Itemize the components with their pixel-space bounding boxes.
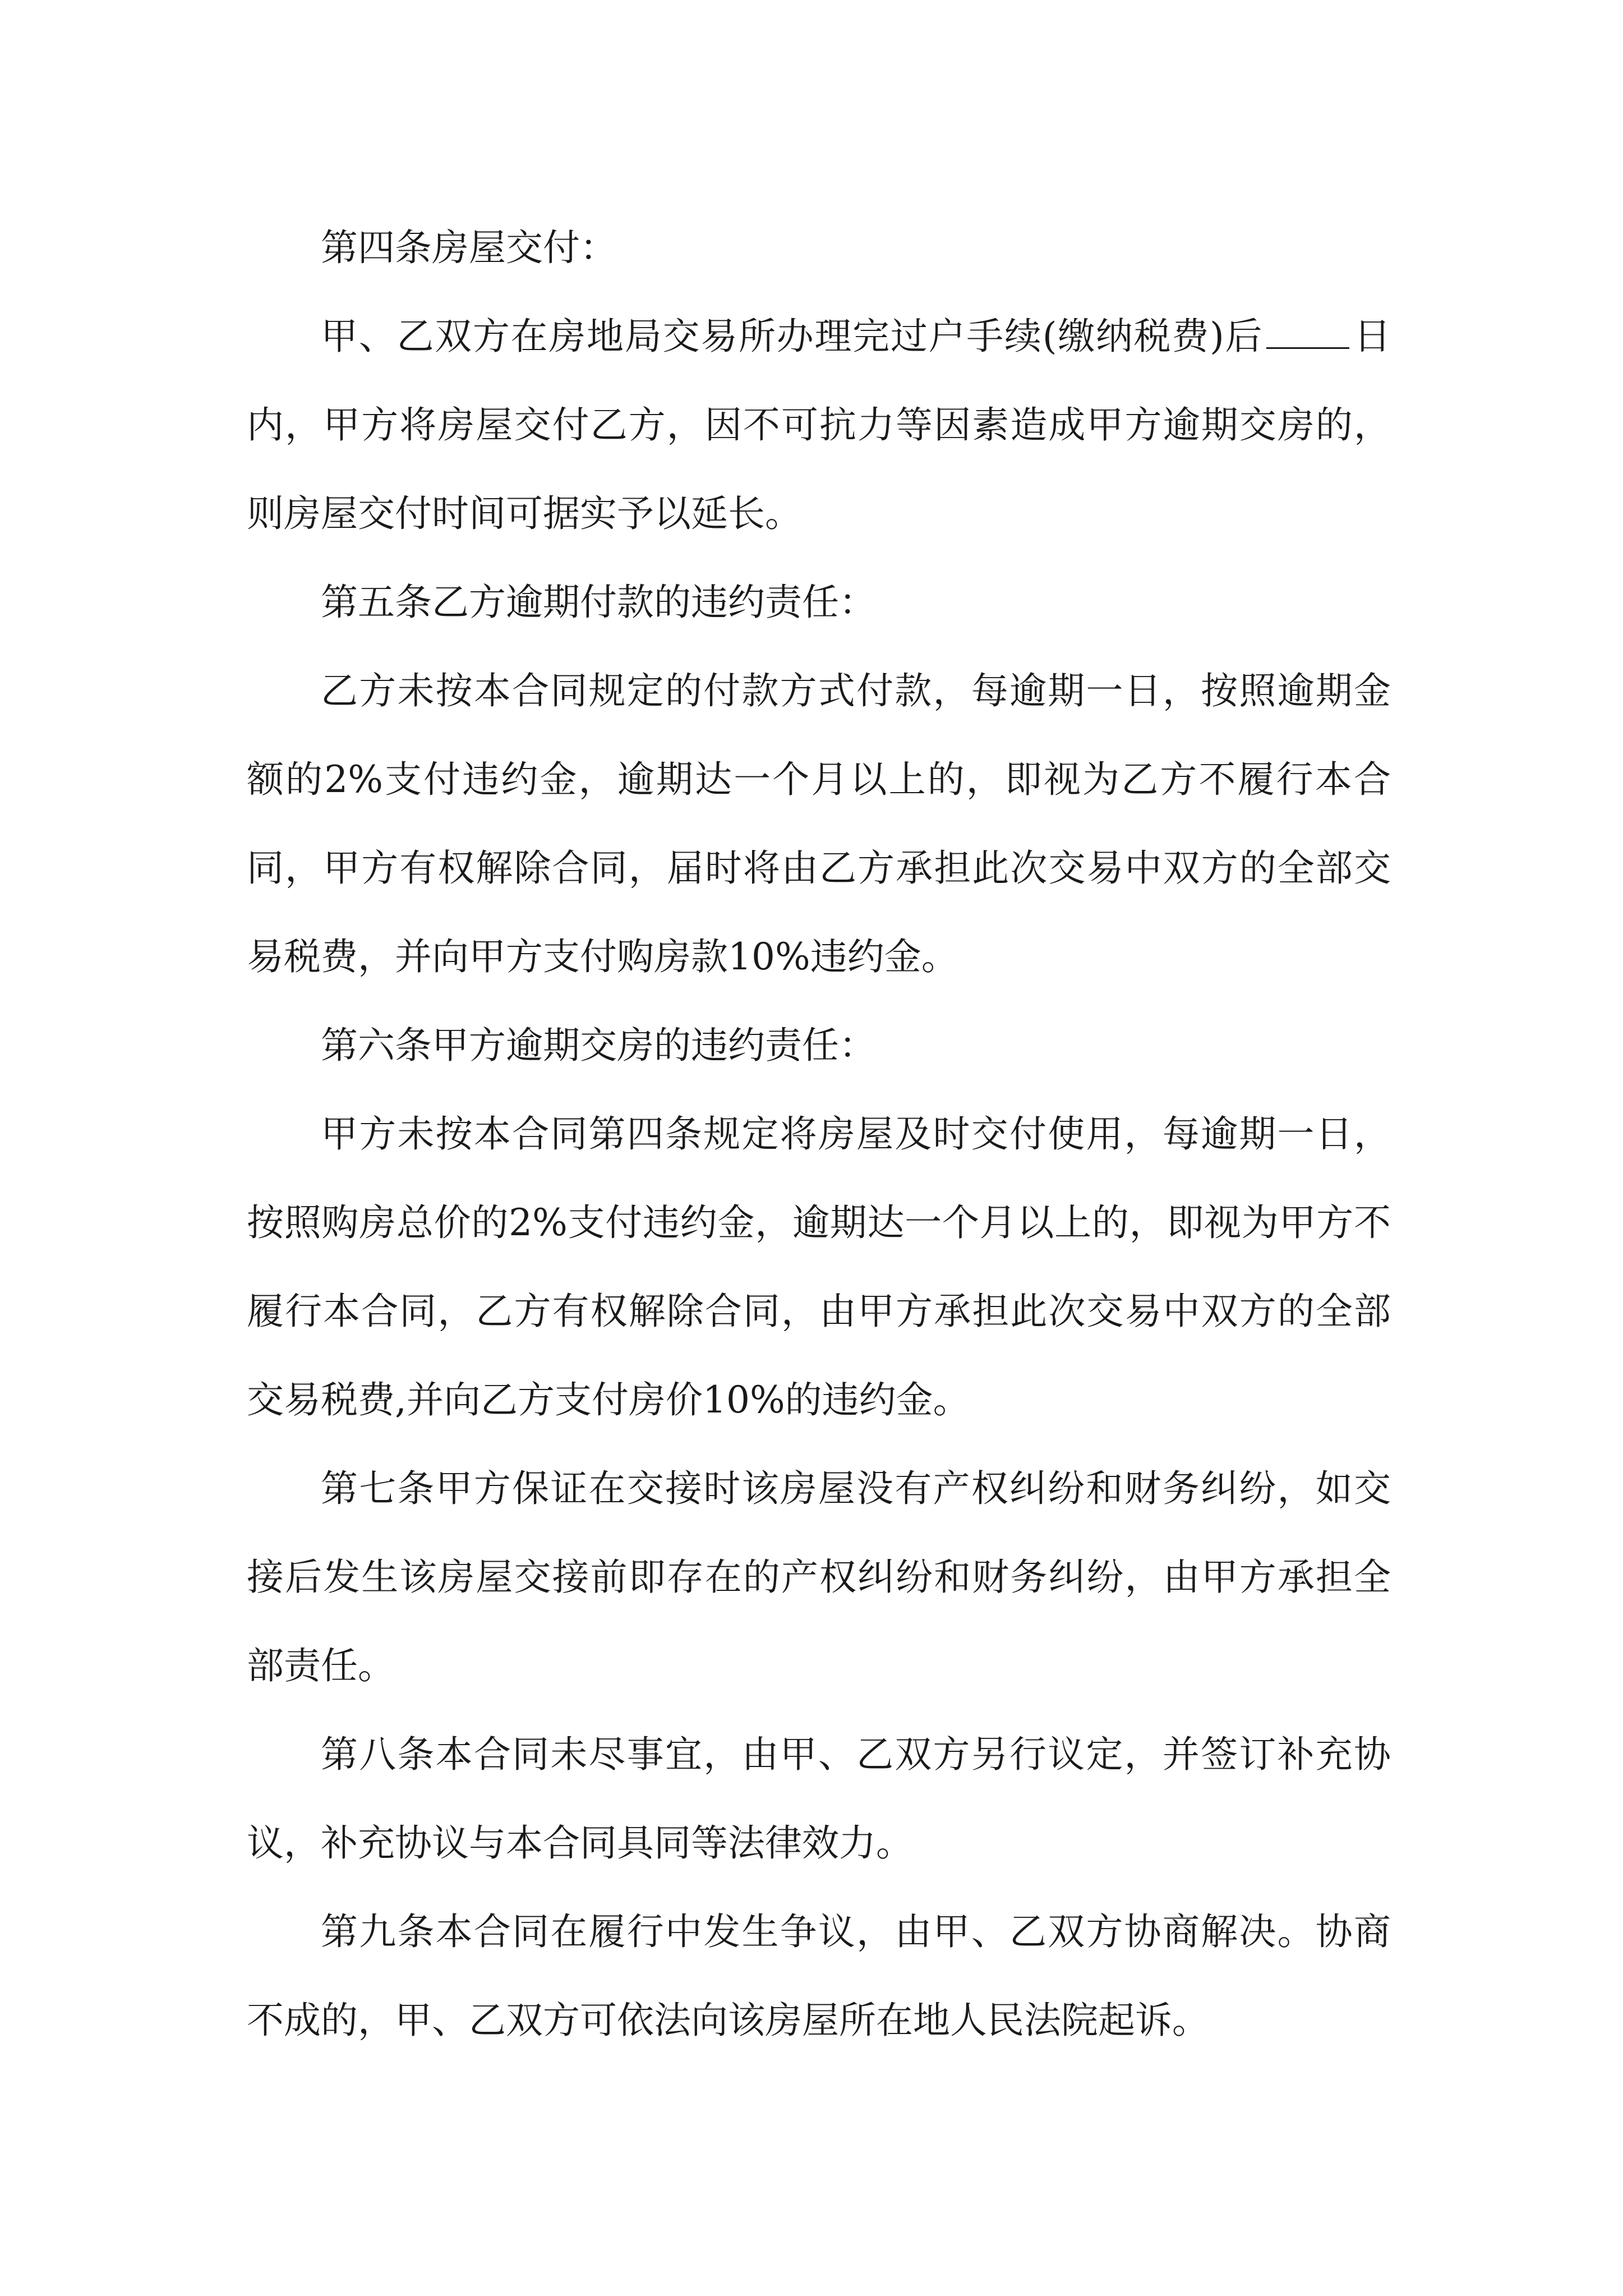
article-9: 第九条本合同在履行中发生争议，由甲、乙双方协商解决。协商不成的，甲、乙双方可依法向该房屋所在地人民法院起诉。 <box>247 1910 1391 2042</box>
article-8: 第八条本合同未尽事宜，由甲、乙双方另行议定，并签订补充协议，补充协议与本合同具同等法律效力。 <box>247 1733 1391 1865</box>
article-4-body <box>247 292 1391 558</box>
article-4-body-text-2: 日内，甲方将房屋交付乙方，因不可抗力等因素造成甲方逾期交房的，则房屋交付时间可据实予以延长。 <box>247 315 1391 535</box>
article-6-body: 甲方未按本合同第四条规定将房屋及时交付使用，每逾期一日，按照购房总价的2%支付违约金，逾期达一个月以上的，即视为甲方不履行本合同，乙方有权解除合同，由甲方承担此次交易中双方的全部交易税费,并向乙方支付房价10%的违约金。 <box>247 1112 1391 1421</box>
article-4-body-text-1: 甲、乙双方在房地局交易所办理完过户手续(缴纳税费)后 <box>321 315 1264 358</box>
fill-in-blank <box>1266 318 1349 349</box>
article-4-heading: 第四条房屋交付： <box>321 226 617 269</box>
document-body <box>247 204 1391 2065</box>
article-7: 第七条甲方保证在交接时该房屋没有产权纠纷和财务纠纷，如交接后发生该房屋交接前即存在的产权纠纷和财务纠纷，由甲方承担全部责任。 <box>247 1467 1391 1687</box>
article-5-heading: 第五条乙方逾期付款的违约责任： <box>321 581 876 624</box>
article-5-body: 乙方未按本合同规定的付款方式付款，每逾期一日，按照逾期金额的2%支付违约金，逾期达一个月以上的，即视为乙方不履行本合同，甲方有权解除合同，届时将由乙方承担此次交易中双方的全部交易税费，并向甲方支付购房款10%违约金。 <box>247 669 1391 978</box>
article-6-heading: 第六条甲方逾期交房的违约责任： <box>321 1024 876 1067</box>
